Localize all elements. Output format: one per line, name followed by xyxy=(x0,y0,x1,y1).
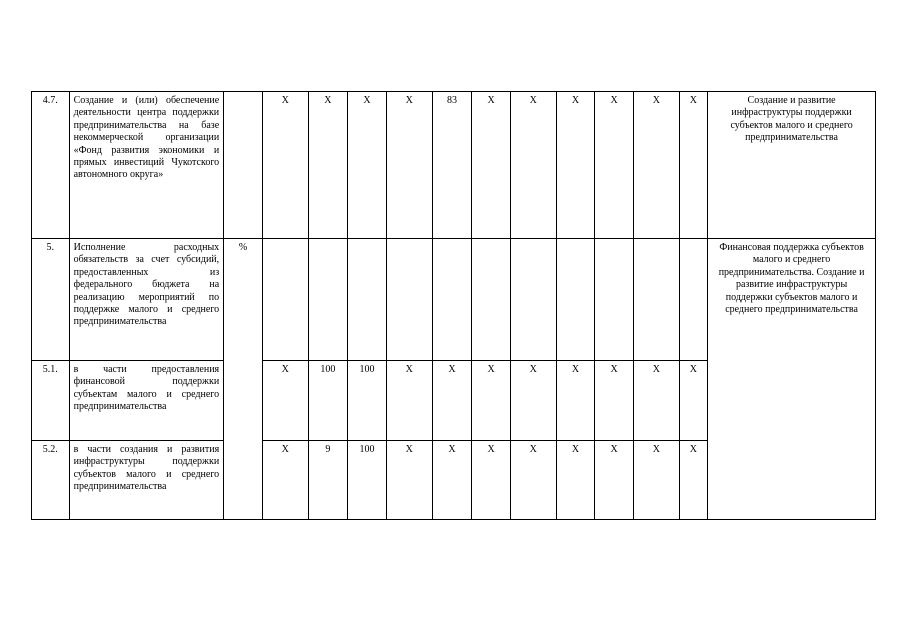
value-cell xyxy=(510,239,556,361)
value-cell: X xyxy=(510,92,556,239)
row-result: Финансовая поддержка субъектов малого и среднего предпринимательства. Создание и развитие инфраструктуры поддержки субъектов малого и среднего предпринимательства xyxy=(708,239,876,520)
value-cell: X xyxy=(633,92,679,239)
value-cell: X xyxy=(386,441,432,520)
value-cell: X xyxy=(510,361,556,441)
row-number: 4.7. xyxy=(32,92,70,239)
row-number: 5. xyxy=(32,239,70,361)
value-cell: X xyxy=(679,361,707,441)
row-number: 5.2. xyxy=(32,441,70,520)
value-cell: X xyxy=(432,361,472,441)
value-cell xyxy=(386,239,432,361)
value-cell: X xyxy=(262,441,308,520)
value-cell: 100 xyxy=(308,361,348,441)
value-cell xyxy=(308,239,348,361)
value-cell: X xyxy=(556,441,595,520)
value-cell: 100 xyxy=(348,361,387,441)
row-description: Создание и (или) обеспечение деятельности центра поддержки предпринимательства на базе некоммерческой организации «Фонд развития экономики и прямых инвестиций Чукотского автономного округа» xyxy=(69,92,224,239)
value-cell: X xyxy=(556,361,595,441)
value-cell: X xyxy=(348,92,387,239)
value-cell: 9 xyxy=(308,441,348,520)
value-cell: X xyxy=(633,441,679,520)
value-cell: X xyxy=(432,441,472,520)
value-cell xyxy=(432,239,472,361)
value-cell: X xyxy=(679,441,707,520)
row-description: Исполнение расходных обязательств за счет субсидий, предоставленных из федерального бюджета на реализацию мероприятий по поддержке малого и среднего предпринимательства xyxy=(69,239,224,361)
row-description: в части создания и развития инфраструктуры поддержки субъектов малого и среднего предпринимательства xyxy=(69,441,224,520)
value-cell: X xyxy=(472,441,511,520)
measures-table xyxy=(31,91,876,520)
value-cell: X xyxy=(386,361,432,441)
value-cell: X xyxy=(472,361,511,441)
value-cell xyxy=(556,239,595,361)
value-cell: 83 xyxy=(432,92,472,239)
value-cell xyxy=(633,239,679,361)
value-cell: X xyxy=(262,92,308,239)
value-cell xyxy=(679,239,707,361)
row-number: 5.1. xyxy=(32,361,70,441)
value-cell: 100 xyxy=(348,441,387,520)
value-cell xyxy=(595,239,634,361)
value-cell: X xyxy=(308,92,348,239)
value-cell: X xyxy=(556,92,595,239)
row-unit xyxy=(224,92,263,239)
value-cell: X xyxy=(595,92,634,239)
value-cell xyxy=(472,239,511,361)
value-cell: X xyxy=(633,361,679,441)
table-row xyxy=(32,239,876,361)
value-cell xyxy=(262,239,308,361)
value-cell: X xyxy=(595,361,634,441)
row-result: Создание и развитие инфраструктуры поддержки субъектов малого и среднего предпринимательства xyxy=(708,92,876,239)
value-cell: X xyxy=(262,361,308,441)
value-cell: X xyxy=(386,92,432,239)
row-unit: % xyxy=(224,239,263,520)
row-description: в части предоставления финансовой поддержки субъектам малого и среднего предпринимательства xyxy=(69,361,224,441)
value-cell: X xyxy=(510,441,556,520)
table-row xyxy=(32,92,876,239)
value-cell xyxy=(348,239,387,361)
value-cell: X xyxy=(679,92,707,239)
value-cell: X xyxy=(472,92,511,239)
value-cell: X xyxy=(595,441,634,520)
